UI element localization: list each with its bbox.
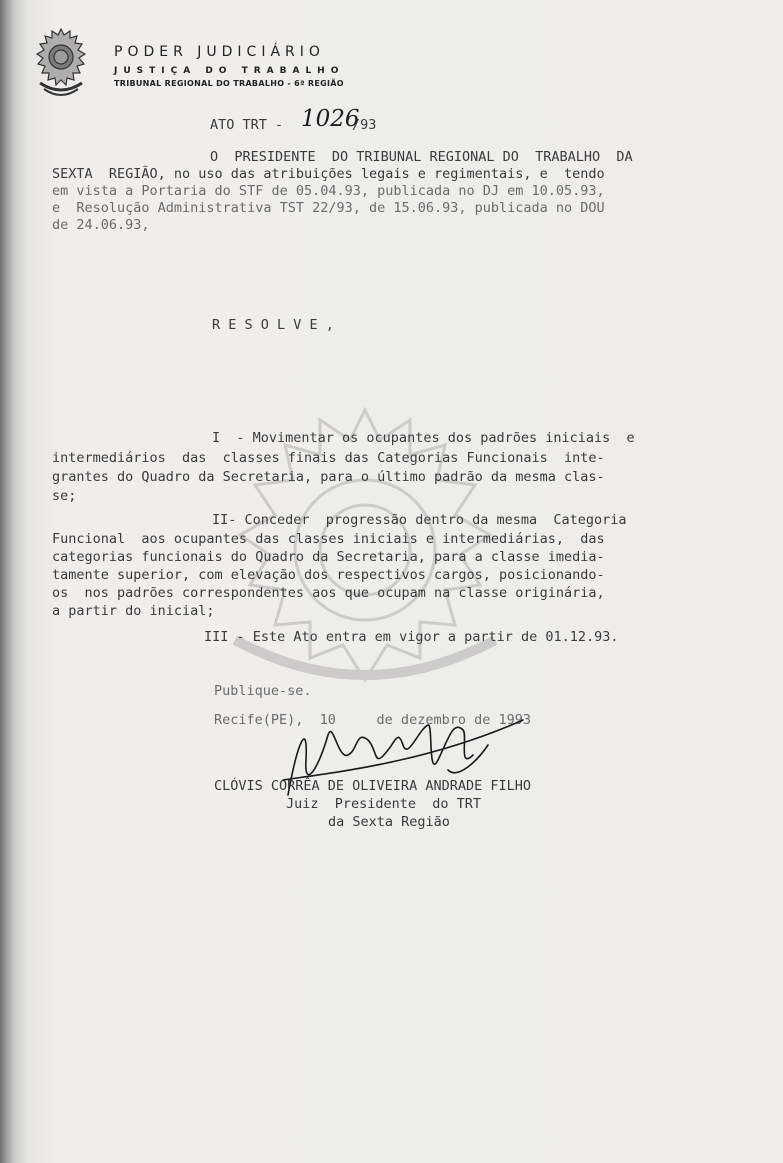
- item2-line: tamente superior, com elevação dos respectivos cargos, posicionando-: [52, 567, 605, 583]
- signer-region: da Sexta Região: [328, 814, 450, 830]
- act-suffix: /93: [352, 117, 377, 133]
- item1-line: I - Movimentar os ocupantes dos padrões iniciais e: [212, 430, 635, 446]
- item2-line: categorias funcionais do Quadro da Secretaria, para a classe imedia-: [52, 549, 605, 565]
- item1-line: se;: [52, 488, 77, 504]
- item2-line: a partir do inicial;: [52, 603, 215, 619]
- item2-line: os nos padrões correspondentes aos que ocupam na classe originária,: [52, 585, 605, 601]
- coat-of-arms-seal: [30, 25, 92, 105]
- item3-line: III - Este Ato entra em vigor a partir de 01.12.93.: [204, 629, 619, 645]
- act-number-handwritten: 1026: [301, 106, 360, 132]
- header-justice-branch: JUSTIÇA DO TRABALHO: [114, 66, 345, 76]
- signer-title: Juiz Presidente do TRT: [286, 796, 482, 812]
- place-date-line: Recife(PE), 10 de dezembro de 1993: [214, 712, 531, 728]
- item2-line: Funcional aos ocupantes das classes iniciais e intermediárias, das: [52, 531, 605, 547]
- resolve-heading: R E S O L V E ,: [212, 317, 334, 333]
- preamble-line: de 24.06.93,: [52, 217, 150, 233]
- publish-line: Publique-se.: [214, 683, 312, 699]
- header-court-name: PODER JUDICIÁRIO: [114, 44, 325, 60]
- item1-line: intermediários das classes finais das Categorias Funcionais inte-: [52, 450, 605, 466]
- preamble-line: O PRESIDENTE DO TRIBUNAL REGIONAL DO TRABALHO DA: [210, 149, 633, 165]
- preamble-line: em vista a Portaria do STF de 05.04.93, publicada no DJ em 10.05.93,: [52, 183, 605, 199]
- preamble-line: SEXTA REGIÃO, no uso das atribuições legais e regimentais, e tendo: [52, 166, 605, 182]
- item1-line: grantes do Quadro da Secretaria, para o último padrão da mesma clas-: [52, 469, 605, 485]
- item2-line: II- Conceder progressão dentro da mesma Categoria: [212, 512, 627, 528]
- preamble-line: e Resolução Administrativa TST 22/93, de 15.06.93, publicada no DOU: [52, 200, 605, 216]
- header-tribunal: TRIBUNAL REGIONAL DO TRABALHO - 6ª REGIÃO: [114, 79, 344, 88]
- act-prefix: ATO TRT -: [210, 117, 284, 133]
- signer-name: CLÓVIS CORRÊA DE OLIVEIRA ANDRADE FILHO: [214, 778, 531, 794]
